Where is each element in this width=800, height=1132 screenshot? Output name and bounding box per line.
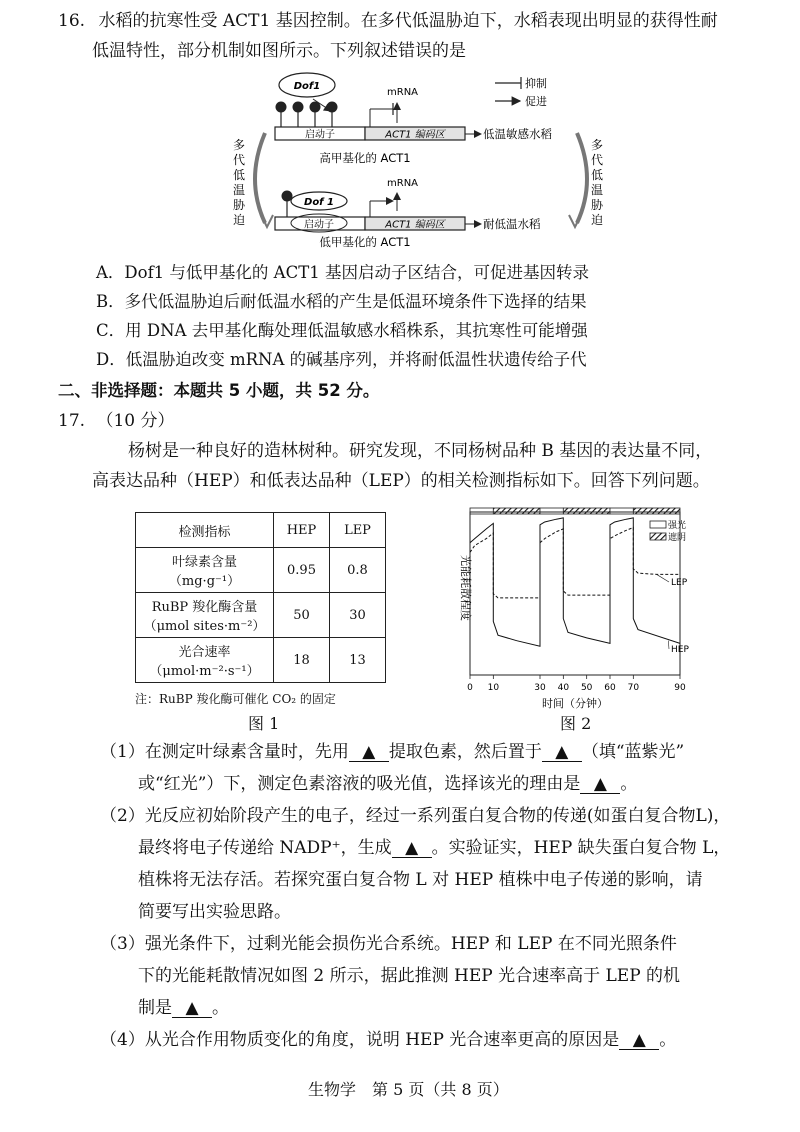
q17-sub2-line2: 最终将电子传递给 NADP⁺，生成 ▲ 。实验证实，HEP 缺失蛋白复合物 L， <box>138 838 731 858</box>
series-line-hep <box>470 518 680 646</box>
light-period-bar <box>540 508 563 514</box>
sensitive-rice-label: 低温敏感水稻 <box>483 127 552 141</box>
table-header-cell: HEP <box>274 513 330 548</box>
q17-intro-line1: 杨树是一种良好的造林树种。研究发现，不同杨树品种 B 基因的表达量不同， <box>128 441 713 461</box>
chart-label-hep: HEP <box>671 645 689 655</box>
light-period-bar <box>610 508 633 514</box>
fig1-caption: 图 1 <box>248 714 280 733</box>
svg-text:胁: 胁 <box>233 198 246 212</box>
table-hep-value: 50 <box>274 593 330 638</box>
svg-text:多: 多 <box>233 138 246 152</box>
table-indicator-cell: 光合速率 （μmol·m⁻²·s⁻¹） <box>136 638 274 683</box>
svg-text:低: 低 <box>591 168 604 182</box>
table-lep-value: 30 <box>330 593 386 638</box>
dissipation-chart <box>445 500 705 715</box>
x-tick-label: 0 <box>467 683 473 693</box>
legend-strong-swatch <box>650 521 666 528</box>
chart-ylabel: 光能耗散程度 <box>459 555 472 621</box>
chart-label-lep: LEP <box>671 578 688 588</box>
table-header-row <box>136 513 386 548</box>
table-hep-value: 0.95 <box>274 548 330 593</box>
left-stress-arc <box>255 133 265 223</box>
svg-text:迫: 迫 <box>591 213 604 227</box>
q16-text-line1: 水稻的抗寒性受 ACT1 基因控制。在多代低温胁迫下，水稻表现出明显的获得性耐 <box>98 11 718 31</box>
coding-label-upper: ACT1 编码区 <box>385 129 445 141</box>
table-lep-value: 0.8 <box>330 548 386 593</box>
answer-blank[interactable]: ▲ <box>619 1031 659 1050</box>
svg-text:温: 温 <box>233 183 246 197</box>
light-period-bar <box>470 508 493 514</box>
q17-sub2-line3: 植株将无法存活。若探究蛋白复合物 L 对 HEP 植株中电子传递的影响，请 <box>138 870 703 890</box>
diagram-legend <box>495 76 547 108</box>
methylation-diagram <box>225 65 625 255</box>
dof1-label-lower: Dof 1 <box>304 197 334 208</box>
legend-promote-label: 促进 <box>525 95 547 108</box>
q17-sub3-line3: 制是 ▲ 。 <box>138 998 229 1018</box>
answer-blank[interactable]: ▲ <box>172 999 212 1018</box>
q17-sub3-line1: （3）强光条件下，过剩光能会损伤光合系统。HEP 和 LEP 在不同光照条件 <box>100 934 677 954</box>
x-tick-label: 30 <box>534 683 546 693</box>
mrna-label-upper: mRNA <box>387 87 419 98</box>
light-period-bar <box>563 508 610 514</box>
hep-leader-line <box>668 641 669 649</box>
legend-shade-swatch <box>650 533 666 540</box>
coding-label-lower: ACT1 编码区 <box>385 219 445 231</box>
svg-text:代: 代 <box>233 153 246 167</box>
q17-sub2-line1: （2）光反应初始阶段产生的电子，经过一系列蛋白复合物的传递(如蛋白复合物L)， <box>100 806 731 826</box>
svg-text:低: 低 <box>233 168 246 182</box>
left-stress-label <box>233 138 246 227</box>
q16-option-a[interactable]: A．Dof1 与低甲基化的 ACT1 基因启动子区结合，可促进基因转录 <box>96 263 589 282</box>
q17-intro-line2: 高表达品种（HEP）和低表达品种（LEP）的相关检测指标如下。回答下列问题。 <box>92 471 710 491</box>
table-lep-value: 13 <box>330 638 386 683</box>
x-tick-label: 10 <box>487 683 500 693</box>
table-note: 注：RuBP 羧化酶可催化 CO₂ 的固定 <box>135 692 336 706</box>
x-tick-label: 40 <box>557 683 570 693</box>
section2-heading: 二、非选择题：本题共 5 小题，共 52 分。 <box>58 381 380 400</box>
q17-sub1-line1: （1）在测定叶绿素含量时，先用 ▲ 提取色素，然后置于 ▲ （填“蓝紫光” <box>100 742 685 762</box>
promoter-label-lower: 启动子 <box>304 219 334 231</box>
q16-option-c[interactable]: C．用 DNA 去甲基化酶处理低温敏感水稻株系，其抗寒性可能增强 <box>96 321 588 340</box>
promoter-label-upper: 启动子 <box>305 129 335 141</box>
q16-line2: 低温特性，部分机制如图所示。下列叙述错误的是 <box>92 41 466 61</box>
q17-header <box>58 410 175 432</box>
q17-number: 17. <box>58 411 86 431</box>
answer-blank[interactable]: ▲ <box>580 775 620 794</box>
q16-option-b[interactable]: B．多代低温胁迫后耐低温水稻的产生是低温环境条件下选择的结果 <box>96 292 587 311</box>
right-stress-arc <box>577 133 587 223</box>
fig2-caption: 图 2 <box>560 714 592 733</box>
chart-xlabel: 时间（分钟） <box>542 697 608 710</box>
table-indicator-cell: 叶绿素含量 （mg·g⁻¹） <box>136 548 274 593</box>
low-methylation-gene <box>275 178 541 249</box>
chart-legend <box>650 519 686 543</box>
table-row <box>136 548 386 593</box>
legend-strong-label: 强光 <box>668 521 687 531</box>
answer-blank[interactable]: ▲ <box>392 839 432 858</box>
q17-sub2-line4: 简要写出实验思路。 <box>138 902 291 922</box>
high-methylation-label: 高甲基化的 ACT1 <box>319 151 411 165</box>
svg-text:胁: 胁 <box>591 198 604 212</box>
x-tick-label: 90 <box>674 683 686 693</box>
tolerant-rice-label: 耐低温水稻 <box>483 217 541 231</box>
dof1-label-upper: Dof1 <box>293 81 321 92</box>
light-period-bar <box>633 508 680 514</box>
x-tick-label: 60 <box>604 683 616 693</box>
light-period-bar <box>493 508 540 514</box>
svg-text:代: 代 <box>591 153 604 167</box>
legend-shade-label: 遮阴 <box>668 533 687 543</box>
series-line-lep <box>470 528 680 598</box>
svg-text:温: 温 <box>591 183 604 197</box>
table-row <box>136 638 386 683</box>
x-tick-label: 70 <box>627 683 640 693</box>
q16-option-d[interactable]: D．低温胁迫改变 mRNA 的碱基序列，并将耐低温性状遗传给子代 <box>96 350 587 369</box>
mrna-label-lower: mRNA <box>387 178 419 189</box>
svg-text:迫: 迫 <box>233 213 246 227</box>
q17-sub3-line2: 下的光能耗散情况如图 2 所示，据此推测 HEP 光合速率高于 LEP 的机 <box>138 966 681 986</box>
table-hep-value: 18 <box>274 638 330 683</box>
q17-score: （10 分） <box>96 411 175 431</box>
high-methylation-gene <box>275 73 552 165</box>
table-indicator-cell: RuBP 羧化酶含量 （μmol sites·m⁻²） <box>136 593 274 638</box>
q17-sub4-line1: （4）从光合作用物质变化的角度，说明 HEP 光合速率更高的原因是 ▲ 。 <box>100 1030 677 1050</box>
legend-inhibit-label: 抑制 <box>525 77 547 90</box>
indicator-table <box>135 512 386 683</box>
x-tick-label: 50 <box>580 683 593 693</box>
q16-number: 16. <box>58 11 86 31</box>
answer-blank[interactable]: ▲ <box>542 743 582 762</box>
table-row <box>136 593 386 638</box>
q17-sub1-line2: 或“红光”）下，测定色素溶液的吸光值，选择该光的理由是 ▲ 。 <box>138 774 638 794</box>
right-stress-label <box>591 138 604 227</box>
table-header-cell: 检测指标 <box>136 513 274 548</box>
lep-leader-line <box>657 574 669 582</box>
low-methylation-label: 低甲基化的 ACT1 <box>319 235 411 249</box>
table-header-cell: LEP <box>330 513 386 548</box>
q16-line1 <box>58 10 718 32</box>
svg-text:多: 多 <box>591 138 604 152</box>
answer-blank[interactable]: ▲ <box>349 743 389 762</box>
chart-plot-frame <box>470 512 680 675</box>
page-footer: 生物学 第 5 页（共 8 页） <box>308 1080 509 1099</box>
